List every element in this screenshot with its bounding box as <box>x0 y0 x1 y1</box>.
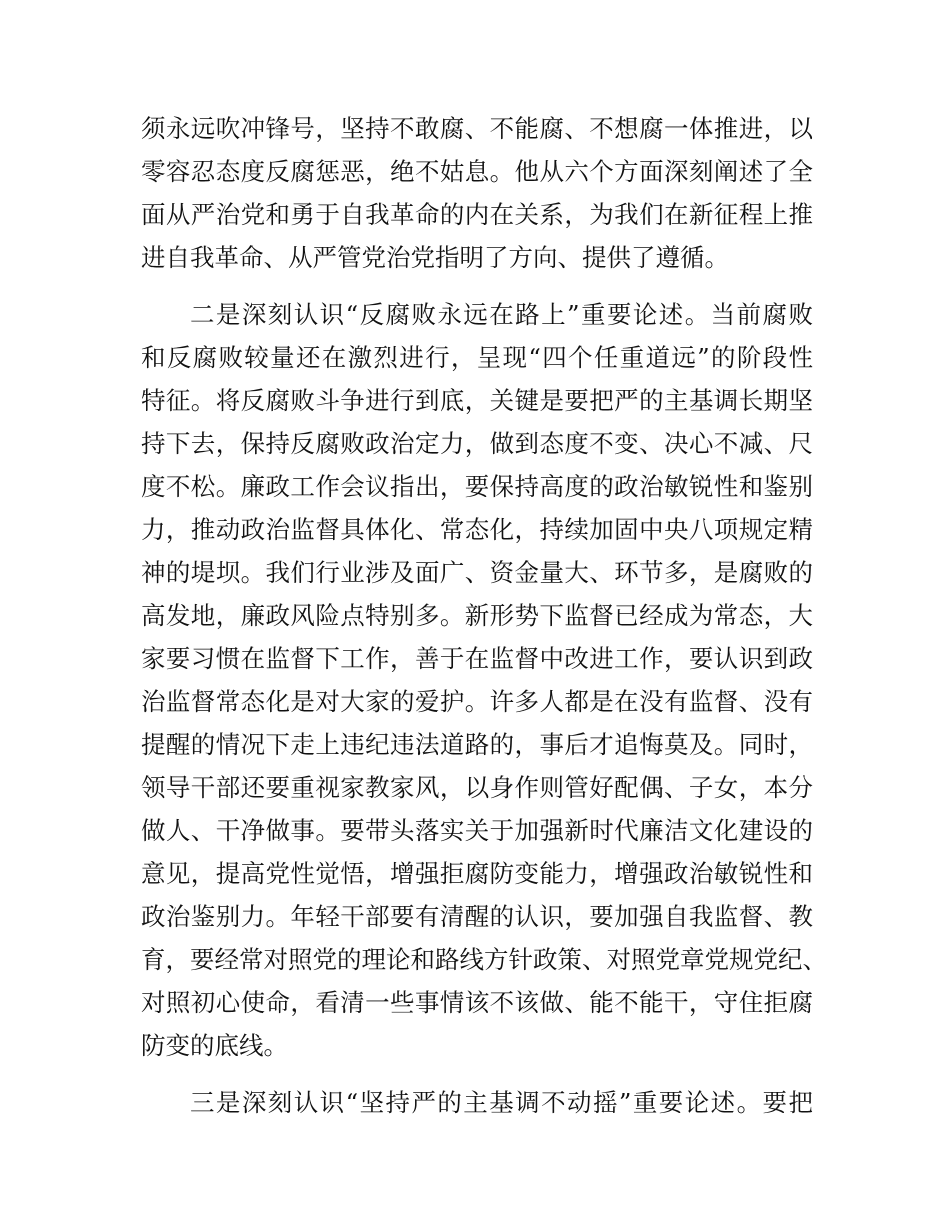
text-line: 家要习惯在监督下工作，善于在监督中改进工作，要认识到政 <box>141 644 813 673</box>
text-line: 持下去，保持反腐败政治定力，做到态度不变、决心不减、尺 <box>141 429 813 458</box>
text-line: 治监督常态化是对大家的爱护。许多人都是在没有监督、没有 <box>141 687 813 716</box>
text-line: 力，推动政治监督具体化、常态化，持续加固中央八项规定精 <box>141 515 813 544</box>
text-line: 高发地，廉政风险点特别多。新形势下监督已经成为常态，大 <box>141 601 813 630</box>
text-line: 进自我革命、从严管党治党指明了方向、提供了遵循。 <box>141 243 729 272</box>
text-line: 三是深刻认识“坚持严的主基调不动摇”重要论述。要把 <box>190 1088 813 1117</box>
text-line: 领导干部还要重视家教家风，以身作则管好配偶、子女，本分 <box>141 773 813 802</box>
text-line: 意见，提高党性觉悟，增强拒腐防变能力，增强政治敏锐性和 <box>141 859 813 888</box>
text-line: 特征。将反腐败斗争进行到底，关键是要把严的主基调长期坚 <box>141 386 813 415</box>
paragraph-2 <box>141 293 827 1067</box>
text-line: 政治鉴别力。年轻干部要有清醒的认识，要加强自我监督、教 <box>141 902 813 931</box>
text-line: 零容忍态度反腐惩恶，绝不姑息。他从六个方面深刻阐述了全 <box>141 157 813 186</box>
text-line: 和反腐败较量还在激烈进行，呈现“四个任重道远”的阶段性 <box>141 343 813 372</box>
text-line: 神的堤坝。我们行业涉及面广、资金量大、环节多，是腐败的 <box>141 558 813 587</box>
text-line: 防变的底线。 <box>141 1031 288 1060</box>
document-body <box>141 107 827 1124</box>
text-line: 面从严治党和勇于自我革命的内在关系，为我们在新征程上推 <box>141 200 813 229</box>
text-line: 育，要经常对照党的理论和路线方针政策、对照党章党规党纪、 <box>141 945 827 974</box>
text-line: 二是深刻认识“反腐败永远在路上”重要论述。当前腐败 <box>190 300 813 329</box>
paragraph-1 <box>141 107 813 279</box>
text-line: 做人、干净做事。要带头落实关于加强新时代廉洁文化建设的 <box>141 816 813 845</box>
paragraph-gap <box>141 279 813 293</box>
text-line: 须永远吹冲锋号，坚持不敢腐、不能腐、不想腐一体推进，以 <box>141 114 813 143</box>
text-line: 提醒的情况下走上违纪违法道路的，事后才追悔莫及。同时， <box>141 730 813 759</box>
paragraph-3 <box>141 1081 813 1124</box>
text-line: 度不松。廉政工作会议指出，要保持高度的政治敏锐性和鉴别 <box>141 472 813 501</box>
paragraph-gap <box>141 1067 813 1081</box>
text-line: 对照初心使命，看清一些事情该不该做、能不能干，守住拒腐 <box>141 988 813 1017</box>
